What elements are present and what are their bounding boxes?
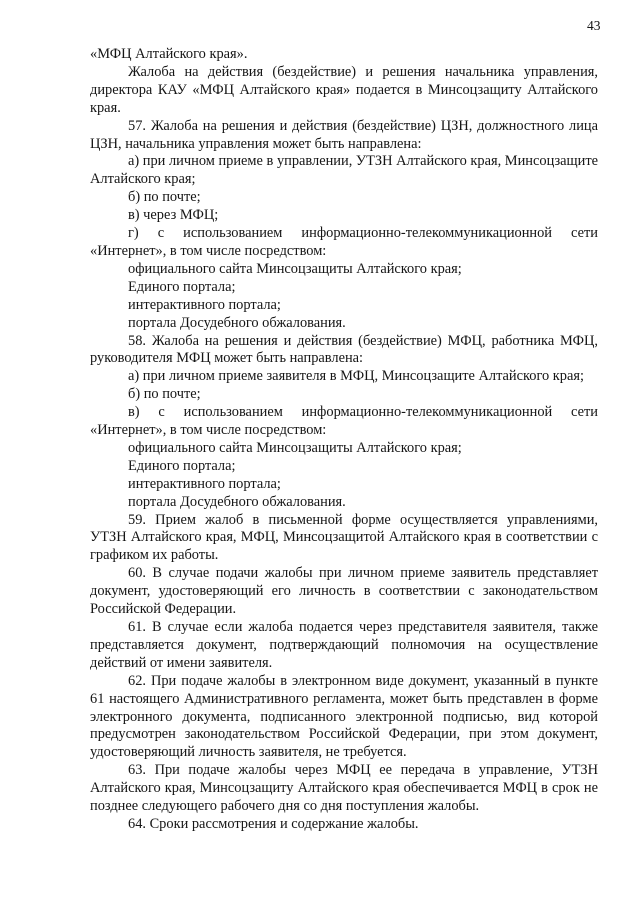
paragraph-item-62: 62. При подаче жалобы в электронном виде документ, указанный в пункте 61 настоящего Административного регламента, может быть представлен в форме электронного документа, подписанного электронной подписью, вид которой предусмотрен законодательством Российской Федерации, при этом документ, удостоверяющий личность заявителя, не требуется. xyxy=(90,672,598,761)
list-item: интерактивного портала; xyxy=(128,475,281,492)
paragraph: Жалоба на действия (бездействие) и решения начальника управления, директора КАУ «МФЦ Алтайского края» подается в Минсоцзащиту Алтайского края. xyxy=(90,63,598,116)
list-item: б) по почте; xyxy=(128,386,201,403)
list-item: Единого портала; xyxy=(128,278,236,295)
list-item: официального сайта Минсоцзащиты Алтайского края; xyxy=(128,260,462,277)
paragraph-item-58: 58. Жалоба на решения и действия (бездействие) МФЦ, работника МФЦ, руководителя МФЦ может быть направлена: xyxy=(90,332,598,367)
list-item: б) по почте; xyxy=(128,189,201,206)
list-item: а) при личном приеме заявителя в МФЦ, Минсоцзащите Алтайского края; xyxy=(128,368,584,385)
list-item: портала Досудебного обжалования. xyxy=(128,493,346,510)
list-item: а) при личном приеме в управлении, УТЗН Алтайского края, Минсоцзащите Алтайского края; xyxy=(90,153,598,188)
list-item: портала Досудебного обжалования. xyxy=(128,314,346,331)
paragraph-item-59: 59. Прием жалоб в письменной форме осуществляется управлениями, УТЗН Алтайского края, МФЦ, Минсоцзащитой Алтайского края в соответствии с графиком их работы. xyxy=(90,511,598,564)
paragraph-item-60: 60. В случае подачи жалобы при личном приеме заявитель представляет документ, удостоверяющий его личность в соответствии с законодательством Российской Федерации. xyxy=(90,565,598,618)
list-item: интерактивного портала; xyxy=(128,296,281,313)
page-number: 43 xyxy=(587,18,601,33)
paragraph-item-63: 63. При подаче жалобы через МФЦ ее передача в управление, УТЗН Алтайского края, Минсоцзащиту Алтайского края обеспечивается МФЦ в срок не позднее следующего рабочего дня со дня поступления жалобы. xyxy=(90,762,598,815)
paragraph-item-57: 57. Жалоба на решения и действия (бездействие) ЦЗН, должностного лица ЦЗН, начальника управления может быть направлена: xyxy=(90,117,598,152)
paragraph-item-61: 61. В случае если жалоба подается через представителя заявителя, также представляется документ, подтверждающий полномочия на осуществление действий от имени заявителя. xyxy=(90,619,598,671)
paragraph-item-64: 64. Сроки рассмотрения и содержание жалобы. xyxy=(128,815,419,832)
list-item: г) с использованием информационно-телекоммуникационной сети «Интернет», в том числе посредством: xyxy=(90,225,598,259)
document-body xyxy=(90,46,598,834)
list-item: официального сайта Минсоцзащиты Алтайского края; xyxy=(128,439,462,456)
list-item: в) через МФЦ; xyxy=(128,207,219,224)
paragraph: «МФЦ Алтайского края». xyxy=(90,46,248,62)
list-item: Единого портала; xyxy=(128,457,236,474)
list-item: в) с использованием информационно-телекоммуникационной сети «Интернет», в том числе посредством: xyxy=(90,404,598,439)
